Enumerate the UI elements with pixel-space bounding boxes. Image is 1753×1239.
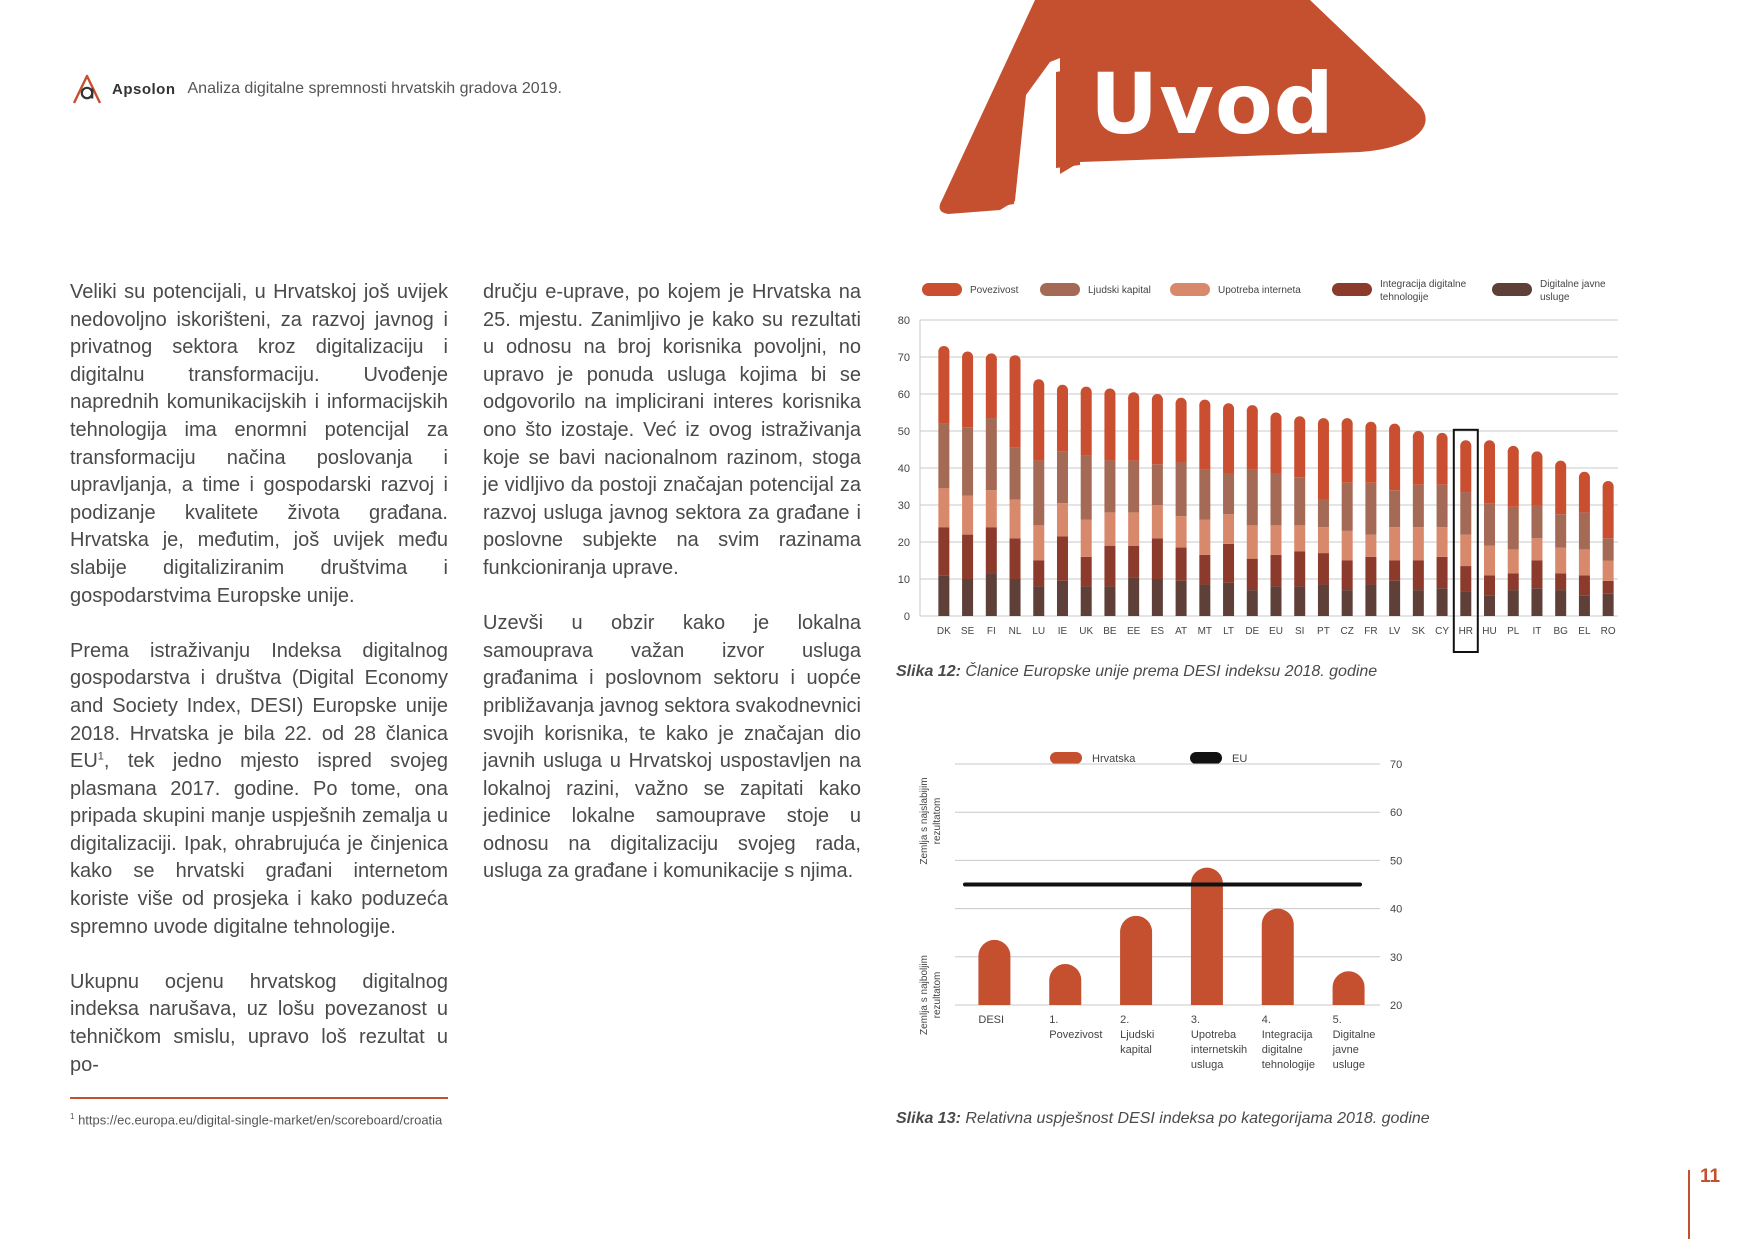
bar-segment-povezivost-fr — [1365, 427, 1376, 483]
bar-segment-digitalne-javne-usluge-lv — [1389, 581, 1400, 616]
bar-cap-de — [1247, 405, 1258, 416]
legend-label-upotreba-interneta: Upotreba interneta — [1218, 285, 1301, 296]
legend-swatch-digitalne-javne-usluge — [1492, 283, 1532, 296]
y-tick-label: 50 — [1390, 855, 1403, 868]
bar-segment-integracija-digitalne-tehnologije-lv — [1389, 561, 1400, 581]
bar-segment-povezivost-nl — [1010, 361, 1021, 448]
bar-segment-ljudski-kapital-be — [1104, 461, 1115, 513]
bar-segment-povezivost-fi — [986, 359, 997, 418]
footnote-ref: 1 — [97, 750, 104, 763]
bar-segment-ljudski-kapital-si — [1294, 477, 1305, 525]
bar-segment-upotreba-interneta-pl — [1508, 549, 1519, 573]
bar-cap-sk — [1413, 431, 1424, 442]
y-tick-label: 60 — [897, 389, 910, 401]
bar-segment-digitalne-javne-usluge-ie — [1057, 581, 1068, 616]
legend-swatch-integracija-digitalne-tehnologije — [1332, 283, 1372, 296]
desi-stacked-bar-svg — [880, 270, 1630, 670]
bar-segment-ljudski-kapital-el — [1579, 512, 1590, 549]
bar-segment-upotreba-interneta-fi — [986, 490, 997, 527]
legend-label-eu: EU — [1232, 753, 1248, 765]
bar-segment-digitalne-javne-usluge-fr — [1365, 585, 1376, 616]
footnote-divider — [70, 1097, 448, 1099]
bar-segment-povezivost-ro — [1603, 487, 1614, 539]
bar-cap-mt — [1199, 400, 1210, 411]
bar-cap-cz — [1342, 418, 1353, 429]
bar-segment-ljudski-kapital-it — [1531, 505, 1542, 538]
bar-segment-digitalne-javne-usluge-de — [1247, 590, 1258, 616]
bar-hrvatska-desi — [978, 940, 1010, 1005]
bar-segment-upotreba-interneta-fr — [1365, 535, 1376, 557]
brand-name: Apsolon — [112, 80, 176, 98]
legend-swatch-ljudski-kapital — [1040, 283, 1080, 296]
bar-cap-se — [962, 352, 973, 363]
bar-segment-digitalne-javne-usluge-pl — [1508, 590, 1519, 616]
bar-hrvatska-2-ljudski-kapital — [1120, 916, 1152, 1005]
bar-segment-ljudski-kapital-lv — [1389, 490, 1400, 527]
bar-segment-digitalne-javne-usluge-it — [1531, 588, 1542, 616]
x-tick-label: LT — [1223, 626, 1235, 637]
caption-text: Relativna uspješnost DESI indeksa po kategorijama 2018. godine — [965, 1110, 1430, 1127]
legend-swatch-povezivost — [922, 283, 962, 296]
bar-segment-povezivost-lt — [1223, 409, 1234, 474]
x-tick-label: LU — [1032, 626, 1046, 637]
x-tick-label: PL — [1507, 626, 1520, 637]
bar-segment-ljudski-kapital-eu — [1271, 474, 1282, 526]
x-tick-label-1-povezivost: 1. Povezivost — [1049, 1014, 1103, 1041]
bar-cap-cy — [1437, 433, 1448, 444]
legend-swatch-hrvatska — [1050, 752, 1082, 764]
bar-segment-ljudski-kapital-es — [1152, 464, 1163, 505]
bar-segment-integracija-digitalne-tehnologije-mt — [1199, 555, 1210, 585]
bar-segment-digitalne-javne-usluge-hu — [1484, 596, 1495, 616]
bar-segment-ljudski-kapital-bg — [1555, 514, 1566, 547]
bar-segment-upotreba-interneta-lv — [1389, 527, 1400, 560]
footnote-marker: 1 — [70, 1112, 75, 1121]
bar-segment-integracija-digitalne-tehnologije-se — [962, 535, 973, 579]
bar-cap-eu — [1271, 413, 1282, 424]
bar-segment-povezivost-hr — [1460, 446, 1471, 492]
x-tick-label: SI — [1294, 626, 1305, 637]
bar-segment-digitalne-javne-usluge-es — [1152, 579, 1163, 616]
bar-segment-upotreba-interneta-uk — [1081, 520, 1092, 557]
bar-segment-digitalne-javne-usluge-cz — [1342, 590, 1353, 616]
bar-hrvatska-4-integracija-digitalne-tehnologije — [1262, 909, 1294, 1005]
bar-hrvatska-1-povezivost — [1049, 964, 1081, 1005]
bar-segment-povezivost-cz — [1342, 424, 1353, 483]
bar-segment-digitalne-javne-usluge-lt — [1223, 583, 1234, 616]
bar-segment-upotreba-interneta-ie — [1057, 503, 1068, 536]
x-tick-label: SE — [960, 626, 975, 637]
x-tick-label: BE — [1103, 626, 1117, 637]
bar-cap-uk — [1081, 387, 1092, 398]
bar-segment-upotreba-interneta-ro — [1603, 561, 1614, 581]
caption-text: Članice Europske unije prema DESI indeksu 2018. godine — [965, 663, 1378, 680]
bar-segment-ljudski-kapital-pt — [1318, 499, 1329, 527]
x-tick-label: CZ — [1340, 626, 1354, 637]
bar-segment-digitalne-javne-usluge-ee — [1128, 577, 1139, 616]
x-tick-label: NL — [1008, 626, 1022, 637]
paragraph: dručju e-uprave, po kojem je Hrvatska na 25. mjestu. Zanimljivo je kako su rezultati u odnosu na broj korisnika povoljni, no upravo je ponuda usluga kojima bi se odgovorilo na implicirani interes korisnika ono što izostaje. Već iz ovog istraživanja koje se bavi nacionalnom razinom, stoga je vidljivo da postoji značajan potencijal za razvoj usluga javnog sektora za građane i poslovne subjekte na svim razinama funkcioniranja uprave. — [483, 281, 861, 579]
bar-segment-integracija-digitalne-tehnologije-si — [1294, 551, 1305, 586]
bar-segment-digitalne-javne-usluge-eu — [1271, 586, 1282, 616]
bar-segment-upotreba-interneta-cy — [1437, 527, 1448, 557]
paragraph: Ukupnu ocjenu hrvatskog digitalnog indeksa narušava, uz lošu povezanost u tehničkom smislu, upravo loš rezultat u po- — [70, 970, 448, 1076]
bar-segment-digitalne-javne-usluge-mt — [1199, 585, 1210, 616]
paragraph: Uzevši u obzir kako je lokalna samouprava važan izvor usluga građanima i poslovnom sektoru i uopće približavanja javnog sektora svakodnevnici svojih korisnika, te kako je značajan dio javnih usluga u Hrvatskoj uspostavljen na lokalnoj razini, važno se zapitati kako jedinice lokalne samouprave stoje u odnosu na digitalizaciju svojeg rada, usluga za građane i komunikacije s njima. — [483, 612, 861, 883]
report-title: Analiza digitalne spremnosti hrvatskih gradova 2019. — [187, 80, 562, 97]
header — [70, 72, 562, 106]
bar-segment-upotreba-interneta-es — [1152, 505, 1163, 538]
bar-segment-integracija-digitalne-tehnologije-pt — [1318, 553, 1329, 584]
bar-segment-integracija-digitalne-tehnologije-be — [1104, 546, 1115, 587]
bar-segment-upotreba-interneta-at — [1176, 516, 1187, 547]
bar-segment-digitalne-javne-usluge-ro — [1603, 594, 1614, 616]
bar-segment-povezivost-de — [1247, 411, 1258, 470]
bar-segment-ljudski-kapital-de — [1247, 470, 1258, 525]
page-number: 11 — [1700, 1166, 1721, 1187]
bar-segment-ljudski-kapital-sk — [1413, 485, 1424, 528]
bar-segment-ljudski-kapital-ie — [1057, 451, 1068, 503]
bar-segment-ljudski-kapital-cy — [1437, 485, 1448, 528]
legend-label-ljudski-kapital: Ljudski kapital — [1088, 285, 1151, 296]
x-tick-label: IT — [1532, 626, 1542, 637]
legend-label-hrvatska: Hrvatska — [1092, 753, 1136, 765]
bar-segment-integracija-digitalne-tehnologije-de — [1247, 559, 1258, 590]
bar-segment-digitalne-javne-usluge-be — [1104, 586, 1115, 616]
footnote — [70, 1112, 442, 1127]
bar-cap-lu — [1033, 379, 1044, 390]
bar-segment-integracija-digitalne-tehnologije-hr — [1460, 566, 1471, 592]
bar-segment-digitalne-javne-usluge-lu — [1033, 586, 1044, 616]
bar-cap-bg — [1555, 461, 1566, 472]
bar-segment-upotreba-interneta-mt — [1199, 520, 1210, 555]
x-tick-label: EL — [1578, 626, 1591, 637]
bar-cap-ie — [1057, 385, 1068, 396]
legend-swatch-eu — [1190, 752, 1222, 764]
x-tick-label: MT — [1197, 626, 1213, 637]
bar-segment-integracija-digitalne-tehnologije-dk — [938, 527, 949, 575]
bar-segment-ljudski-kapital-uk — [1081, 455, 1092, 520]
bar-segment-povezivost-lv — [1389, 429, 1400, 490]
bar-segment-upotreba-interneta-de — [1247, 525, 1258, 558]
figure-12-caption — [896, 663, 1377, 681]
bar-segment-upotreba-interneta-ee — [1128, 512, 1139, 545]
bar-segment-ljudski-kapital-lu — [1033, 461, 1044, 526]
bar-segment-upotreba-interneta-pt — [1318, 527, 1329, 553]
legend-label-integracija-digitalne-tehnologije: Integracija digitalne tehnologije — [1380, 279, 1467, 303]
page-number-divider — [1688, 1170, 1690, 1239]
x-tick-label: BG — [1553, 626, 1568, 637]
bar-cap-it — [1531, 451, 1542, 462]
bar-segment-digitalne-javne-usluge-cy — [1437, 588, 1448, 616]
y-tick-label: 60 — [1390, 807, 1403, 820]
bar-segment-integracija-digitalne-tehnologije-ee — [1128, 546, 1139, 577]
y-tick-label: 70 — [1390, 759, 1403, 771]
bar-segment-upotreba-interneta-si — [1294, 525, 1305, 551]
x-tick-label: FI — [986, 626, 996, 637]
bar-segment-upotreba-interneta-bg — [1555, 548, 1566, 574]
y-tick-label: 10 — [897, 574, 910, 586]
bar-segment-povezivost-pl — [1508, 451, 1519, 507]
bar-segment-upotreba-interneta-it — [1531, 538, 1542, 560]
bar-segment-ljudski-kapital-fr — [1365, 483, 1376, 535]
bar-segment-ljudski-kapital-lt — [1223, 474, 1234, 515]
desi-relative-bar-chart — [880, 735, 1440, 1085]
bar-cap-hr — [1460, 440, 1471, 451]
bar-segment-povezivost-uk — [1081, 392, 1092, 455]
bar-segment-upotreba-interneta-cz — [1342, 531, 1353, 561]
bar-segment-upotreba-interneta-be — [1104, 512, 1115, 545]
bar-segment-povezivost-se — [962, 357, 973, 427]
bar-segment-integracija-digitalne-tehnologije-eu — [1271, 555, 1282, 586]
bar-segment-integracija-digitalne-tehnologije-bg — [1555, 573, 1566, 590]
bar-segment-integracija-digitalne-tehnologije-hu — [1484, 575, 1495, 595]
bar-segment-integracija-digitalne-tehnologije-it — [1531, 561, 1542, 589]
bar-segment-ljudski-kapital-cz — [1342, 483, 1353, 531]
bar-segment-povezivost-ee — [1128, 398, 1139, 461]
bar-segment-digitalne-javne-usluge-bg — [1555, 590, 1566, 616]
y-tick-label: 40 — [1390, 903, 1403, 916]
bar-segment-digitalne-javne-usluge-nl — [1010, 579, 1021, 616]
bar-cap-lv — [1389, 424, 1400, 435]
bar-cap-be — [1104, 389, 1115, 400]
bar-cap-fi — [986, 353, 997, 364]
x-tick-label: HR — [1458, 626, 1474, 637]
bar-hrvatska-3-upotreba-internetskih-usluga — [1191, 868, 1223, 1005]
bar-segment-digitalne-javne-usluge-uk — [1081, 586, 1092, 616]
bar-cap-hu — [1484, 440, 1495, 451]
bar-segment-ljudski-kapital-hr — [1460, 492, 1471, 535]
bar-segment-upotreba-interneta-hu — [1484, 546, 1495, 576]
y-tick-label: 30 — [1390, 951, 1403, 964]
bar-segment-upotreba-interneta-eu — [1271, 525, 1282, 555]
x-tick-label: LV — [1388, 626, 1401, 637]
legend-label-digitalne-javne-usluge: Digitalne javne usluge — [1540, 279, 1606, 303]
figure-13-caption — [896, 1110, 1430, 1128]
x-tick-label: DK — [936, 626, 951, 637]
bar-segment-upotreba-interneta-el — [1579, 549, 1590, 575]
x-tick-label: PT — [1317, 626, 1330, 637]
bar-segment-upotreba-interneta-dk — [938, 488, 949, 527]
x-tick-label: ES — [1150, 626, 1165, 637]
desi-relative-bar-svg — [880, 735, 1440, 1085]
bar-segment-povezivost-sk — [1413, 437, 1424, 485]
paragraph-text: , tek jedno mjesto ispred svojeg plasmana 2017. godine. Po tome, ona pripada skupini manje uspješnih zemalja u digitalizaciji. Ipak, ohrabrujuća je činjenica kako se hrvatski građani internetom koriste više od prosjeka i kako poduzeća spremno uvode digitalne tehnologije. — [70, 750, 448, 938]
bar-segment-integracija-digitalne-tehnologije-lu — [1033, 561, 1044, 587]
bar-segment-digitalne-javne-usluge-hr — [1460, 592, 1471, 616]
bar-segment-integracija-digitalne-tehnologije-pl — [1508, 573, 1519, 590]
bar-segment-povezivost-si — [1294, 422, 1305, 478]
x-tick-label-2-ljudski-kapital: 2. Ljudski kapital — [1120, 1014, 1155, 1056]
bar-segment-digitalne-javne-usluge-pt — [1318, 585, 1329, 616]
bar-segment-povezivost-mt — [1199, 405, 1210, 470]
bar-segment-ljudski-kapital-ee — [1128, 461, 1139, 513]
paragraph-text: Prema istraživanju Indeksa digitalnog gospodarstva i društva (Digital Economy and Society Index, DESI) Europske unije 2018. Hrvatska je bila 22. od 28 članica EU — [70, 639, 448, 773]
bar-segment-povezivost-bg — [1555, 466, 1566, 514]
bar-segment-integracija-digitalne-tehnologije-sk — [1413, 561, 1424, 591]
x-tick-label: FR — [1364, 626, 1378, 637]
bar-segment-integracija-digitalne-tehnologije-uk — [1081, 557, 1092, 587]
bar-cap-fr — [1365, 422, 1376, 433]
bar-segment-integracija-digitalne-tehnologije-fr — [1365, 557, 1376, 585]
bar-segment-povezivost-cy — [1437, 438, 1448, 484]
bar-segment-upotreba-interneta-lt — [1223, 514, 1234, 544]
bar-segment-integracija-digitalne-tehnologije-at — [1176, 548, 1187, 581]
bar-cap-pt — [1318, 418, 1329, 429]
y-axis-label-top: Zemlja s najslabijim rezultatom — [919, 777, 943, 865]
bar-segment-ljudski-kapital-at — [1176, 462, 1187, 516]
bar-hrvatska-5-digitalne-javne-usluge — [1333, 971, 1365, 1005]
bar-cap-lt — [1223, 403, 1234, 414]
bar-segment-integracija-digitalne-tehnologije-nl — [1010, 538, 1021, 579]
legend-label-povezivost: Povezivost — [970, 285, 1019, 296]
desi-stacked-bar-chart — [880, 270, 1630, 670]
bar-cap-si — [1294, 416, 1305, 427]
bar-segment-integracija-digitalne-tehnologije-lt — [1223, 544, 1234, 583]
x-tick-label: IE — [1057, 626, 1068, 637]
y-tick-label: 20 — [897, 537, 910, 549]
x-tick-label: RO — [1600, 626, 1616, 637]
bar-segment-upotreba-interneta-se — [962, 496, 973, 535]
bar-segment-ljudski-kapital-dk — [938, 424, 949, 489]
text-column-2 — [483, 279, 861, 914]
bar-segment-povezivost-it — [1531, 457, 1542, 505]
x-tick-label: DE — [1245, 626, 1260, 637]
bar-segment-integracija-digitalne-tehnologije-el — [1579, 575, 1590, 595]
apsolon-logo-icon — [70, 72, 104, 106]
bar-segment-ljudski-kapital-pl — [1508, 507, 1519, 550]
bar-segment-upotreba-interneta-hr — [1460, 535, 1471, 566]
bar-segment-ljudski-kapital-fi — [986, 418, 997, 490]
y-tick-label: 80 — [897, 315, 910, 327]
bar-cap-pl — [1508, 446, 1519, 457]
paragraph: Veliki su potencijali, u Hrvatskoj još uvijek nedovoljno iskorišteni, za razvoj javnog i privatnog sektora kroz digitalizaciju i digitalnu transformaciju. Uvođenje naprednih komunikacijskih i informacijskih tehnologija ima enormni potencijal za transformaciju načina poslovanja i upravljanja, a time i gospodarski razvoj i podizanje kvalitete života građana. Hrvatska je, međutim, još uvijek među slabije digitaliziranim društvima i gospodarstvima Europske unije. — [70, 281, 448, 607]
y-axis-label-bottom: Zemlja s najboljim rezultatom — [919, 954, 943, 1036]
bar-segment-digitalne-javne-usluge-sk — [1413, 590, 1424, 616]
bar-segment-integracija-digitalne-tehnologije-ie — [1057, 536, 1068, 580]
paragraph — [70, 638, 448, 942]
bar-segment-upotreba-interneta-lu — [1033, 525, 1044, 560]
bar-segment-digitalne-javne-usluge-se — [962, 579, 973, 616]
bar-cap-dk — [938, 346, 949, 357]
bar-segment-integracija-digitalne-tehnologije-fi — [986, 527, 997, 573]
y-tick-label: 70 — [897, 352, 910, 364]
x-tick-label: HU — [1482, 626, 1497, 637]
x-tick-label-desi: DESI — [978, 1014, 1005, 1026]
bar-segment-upotreba-interneta-sk — [1413, 527, 1424, 560]
bar-segment-digitalne-javne-usluge-dk — [938, 575, 949, 616]
bar-segment-ljudski-kapital-ro — [1603, 538, 1614, 560]
bar-cap-el — [1579, 472, 1590, 483]
x-tick-label: EE — [1126, 626, 1141, 637]
legend-swatch-upotreba-interneta — [1170, 283, 1210, 296]
x-tick-label-3-upotreba-internetskih-usluga: 3. Upotreba internetskih usluga — [1190, 1014, 1248, 1071]
x-tick-label: UK — [1079, 626, 1094, 637]
text-column-1 — [70, 279, 448, 1107]
bar-cap-nl — [1010, 355, 1021, 366]
bar-segment-integracija-digitalne-tehnologije-es — [1152, 538, 1163, 579]
x-tick-label: AT — [1175, 626, 1188, 637]
chapter-title: Uvod — [1090, 55, 1335, 153]
x-tick-label-4-integracija-digitalne-tehnologije: 4. Integracija digitalne tehnologije — [1261, 1014, 1315, 1071]
caption-label: Slika 13: — [896, 1110, 961, 1127]
bar-segment-ljudski-kapital-mt — [1199, 470, 1210, 520]
bar-segment-povezivost-pt — [1318, 424, 1329, 500]
bar-segment-integracija-digitalne-tehnologije-cz — [1342, 561, 1353, 591]
y-tick-label: 0 — [903, 611, 910, 623]
bar-segment-digitalne-javne-usluge-el — [1579, 596, 1590, 616]
bar-segment-povezivost-at — [1176, 403, 1187, 462]
x-tick-label: CY — [1435, 626, 1450, 637]
bar-segment-povezivost-be — [1104, 394, 1115, 461]
bar-cap-ro — [1603, 481, 1614, 492]
bar-segment-integracija-digitalne-tehnologije-ro — [1603, 581, 1614, 594]
bar-cap-es — [1152, 394, 1163, 405]
bar-segment-povezivost-ie — [1057, 390, 1068, 451]
caption-label: Slika 12: — [896, 663, 961, 680]
bar-segment-ljudski-kapital-se — [962, 427, 973, 495]
bar-segment-ljudski-kapital-nl — [1010, 448, 1021, 500]
y-tick-label: 30 — [897, 500, 910, 512]
x-tick-label: EU — [1269, 626, 1283, 637]
bar-segment-povezivost-hu — [1484, 446, 1495, 503]
x-tick-label-5-digitalne-javne-usluge: 5. Digitalne javne usluge — [1332, 1014, 1376, 1071]
bar-segment-povezivost-eu — [1271, 418, 1282, 474]
bar-segment-upotreba-interneta-nl — [1010, 499, 1021, 538]
footnote-link[interactable]: https://ec.europa.eu/digital-single-market/en/scoreboard/croatia — [78, 1112, 443, 1128]
bar-segment-povezivost-es — [1152, 400, 1163, 465]
bar-segment-digitalne-javne-usluge-at — [1176, 581, 1187, 616]
y-tick-label: 20 — [1390, 1000, 1403, 1012]
y-tick-label: 50 — [897, 426, 910, 438]
bar-cap-at — [1176, 398, 1187, 409]
bar-segment-digitalne-javne-usluge-fi — [986, 573, 997, 616]
x-tick-label: SK — [1411, 626, 1426, 637]
bar-segment-povezivost-lu — [1033, 385, 1044, 461]
bar-cap-ee — [1128, 392, 1139, 403]
bar-segment-povezivost-dk — [938, 351, 949, 423]
bar-segment-ljudski-kapital-hu — [1484, 503, 1495, 546]
bar-segment-digitalne-javne-usluge-si — [1294, 586, 1305, 616]
bar-segment-integracija-digitalne-tehnologije-cy — [1437, 557, 1448, 588]
y-tick-label: 40 — [897, 463, 910, 475]
